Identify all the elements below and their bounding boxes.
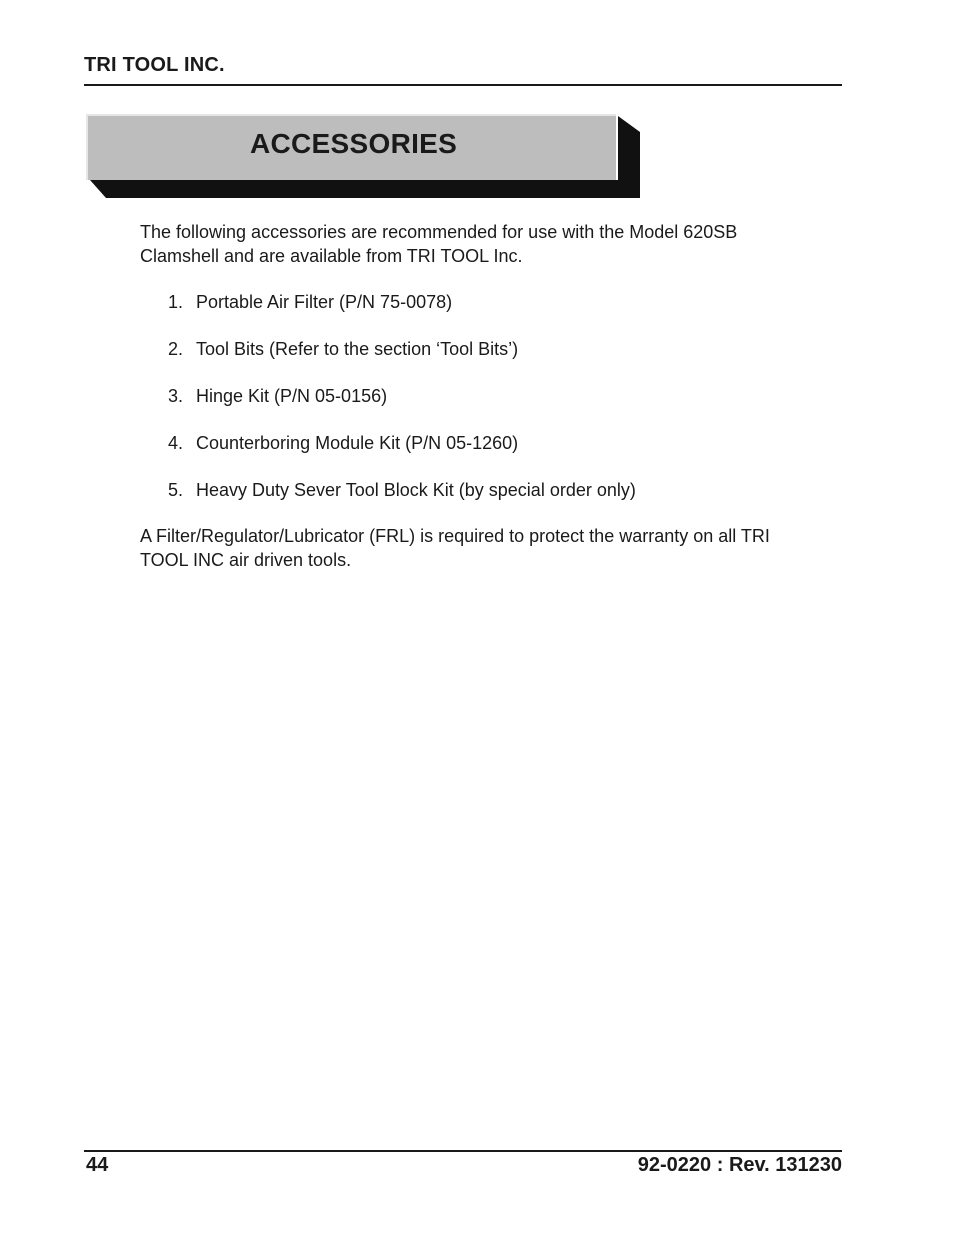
footer-rule: [84, 1150, 842, 1152]
list-item: 4. Counterboring Module Kit (P/N 05-1260): [168, 433, 519, 453]
document-revision: 92-0220 : Rev. 131230: [637, 1154, 842, 1176]
accessory-list: [140, 290, 780, 525]
list-item: 2. Tool Bits (Refer to the section ‘Tool Bits’): [168, 339, 519, 359]
header-company-name: TRI TOOL INC.: [84, 54, 225, 76]
header-rule: [84, 84, 842, 86]
section-title: ACCESSORIES: [250, 128, 458, 159]
section-banner: [86, 114, 642, 200]
list-item: 3. Hinge Kit (P/N 05-0156): [168, 386, 388, 406]
list-item: 1. Portable Air Filter (P/N 75-0078): [168, 292, 453, 312]
page-number: 44: [86, 1154, 109, 1176]
body-content: [140, 220, 780, 570]
list-item: 5. Heavy Duty Sever Tool Block Kit (by special order only): [168, 480, 636, 500]
frl-note-paragraph: A Filter/Regulator/Lubricator (FRL) is required to protect the warranty on all TRI TOOL INC air driven tools.: [140, 526, 770, 570]
intro-paragraph: The following accessories are recommended for use with the Model 620SB Clamshell and are available from TRI TOOL Inc.: [140, 222, 738, 266]
